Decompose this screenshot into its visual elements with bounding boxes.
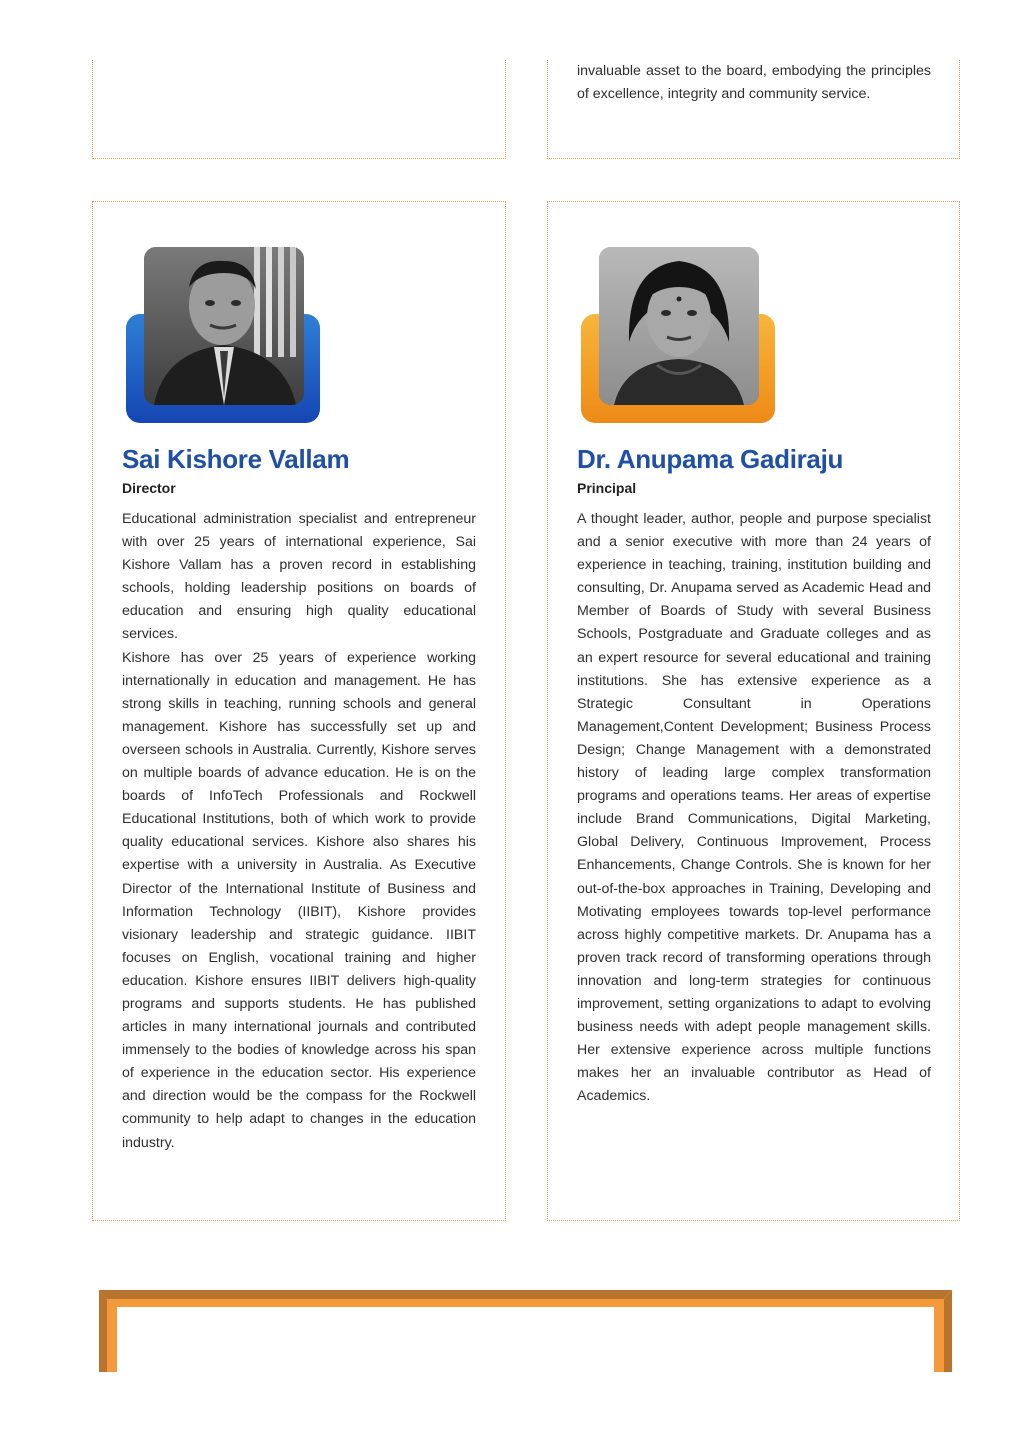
profile-bio <box>577 508 931 1108</box>
previous-profile-text: invaluable asset to the board, embodying the principles of excellence, integrity and community service. <box>577 63 931 103</box>
profile-role: Principal <box>577 480 637 496</box>
previous-profile-card-right <box>547 60 960 159</box>
portrait-photo <box>144 247 304 405</box>
bio-paragraph: Kishore has over 25 years of experience working internationally in education and management. He has strong skills in teaching, running schools and general management. Kishore has successfully set up and overseen schools in Australia. Currently, Kishore serves on multiple boards of advance education. He is on the boards of InfoTech Professionals and Rockwell Educational Institutions, both of which work to provide quality educational services. Kishore also shares his expertise with a university in Australia. As Executive Director of the International Institute of Business and Information Technology (IIBIT), Kishore provides visionary leadership and strategic guidance. IIBIT focuses on English, vocational training and higher education. Kishore ensures IIBIT delivers high-quality programs and supports students. He has published articles in many international journals and contributed immensely to the bodies of knowledge across his span of experience in the education sector. His experience and direction would be the compass for the Rockwell community to help adapt to changes in the education industry. <box>122 649 476 1151</box>
profile-card-director <box>92 201 506 1221</box>
profile-photo-frame <box>126 247 322 425</box>
profile-bio <box>122 508 476 1155</box>
profile-name: Sai Kishore Vallam <box>122 444 350 474</box>
portrait-man-image <box>144 247 304 405</box>
portrait-woman-image <box>599 247 759 405</box>
profile-role: Director <box>122 480 176 496</box>
profile-name: Dr. Anupama Gadiraju <box>577 444 844 474</box>
bio-paragraph: Educational administration specialist and entrepreneur with over 25 years of international experience, Sai Kishore Vallam has a proven record in establishing schools, holding leadership positions on boards of education and ensuring high quality educational services. <box>122 511 476 643</box>
decorative-bottom-frame <box>99 1290 952 1372</box>
bio-paragraph: A thought leader, author, people and purpose specialist and a senior executive with more than 24 years of experience in teaching, training, institution building and consulting, Dr. Anupama served as Academic Head and Member of Boards of Study with several Business Schools, Postgraduate and Graduate colleges and as an expert resource for several educational and training institutions. She has extensive experience as a Strategic Consultant in Operations Management,Content Development; Business Process Design; Change Management with a demonstrated history of leading large complex transformation programs and operations teams. Her areas of expertise include Brand Communications, Digital Marketing, Global Delivery, Continuous Improvement, Process Enhancements, Change Controls. She is known for her out-of-the-box approaches in Training, Developing and Motivating employees towards top-level performance across highly competitive markets. Dr. Anupama has a proven track record of transforming operations through innovation and long-term strategies for continuous improvement, setting organizations to adapt to evolving business needs with adept people management skills. Her extensive experience across multiple functions makes her an invaluable contributor as Head of Academics. <box>577 511 931 1105</box>
previous-profile-card-left <box>92 60 506 159</box>
profile-photo-frame <box>581 247 777 425</box>
portrait-photo <box>599 247 759 405</box>
profile-card-principal <box>547 201 960 1221</box>
